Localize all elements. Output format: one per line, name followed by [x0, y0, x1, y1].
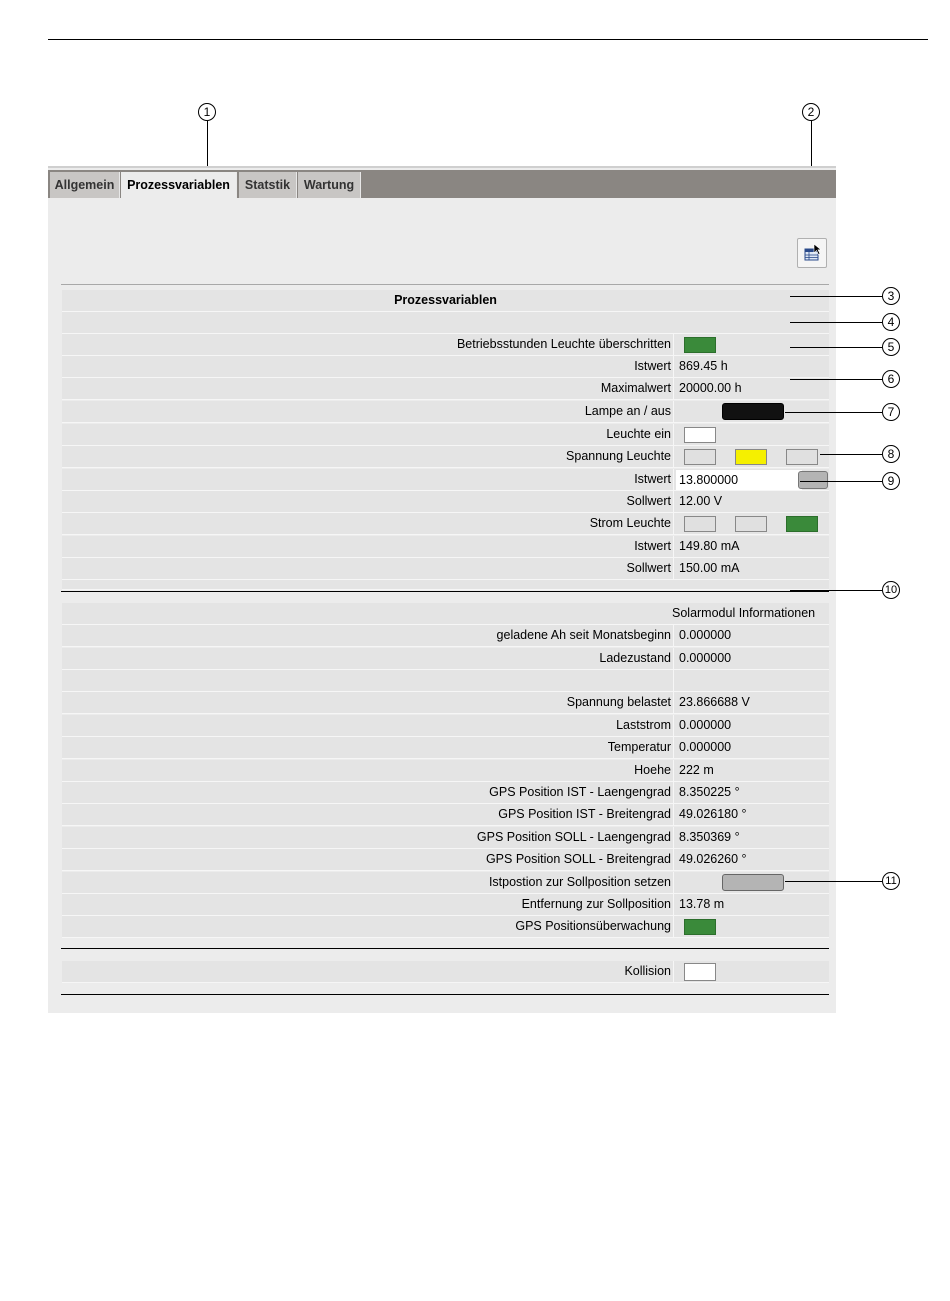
- row-strom: [62, 513, 829, 535]
- solar-row-label: Hoehe: [634, 763, 671, 777]
- panel-separator: [61, 284, 829, 285]
- row-divider: [673, 513, 674, 534]
- row-divider: [673, 558, 674, 579]
- callout-4: 4: [882, 313, 900, 331]
- maximalwert-label: Maximalwert: [600, 381, 671, 395]
- export-button[interactable]: [797, 238, 827, 268]
- solar-row-label: GPS Positionsüberwachung: [515, 919, 671, 933]
- row-maximalwert: [62, 378, 829, 400]
- solar-row-value: 49.026260 °: [679, 852, 747, 866]
- spannung-indicator-mid: [735, 449, 767, 465]
- row-sollwert-voltage: [62, 491, 829, 513]
- table-export-icon: [798, 239, 826, 267]
- row-divider: [673, 872, 674, 893]
- solar-row: [62, 737, 829, 759]
- solar-title-row: [62, 603, 829, 625]
- solar-row-label: GPS Position IST - Breitengrad: [498, 807, 671, 821]
- row-divider: [673, 894, 674, 915]
- spannung-indicator-high: [786, 449, 818, 465]
- callout-8: 8: [882, 445, 900, 463]
- solar-row-value: 23.866688 V: [679, 695, 750, 709]
- row-divider: [673, 648, 674, 669]
- row-divider: [673, 536, 674, 557]
- row-divider: [673, 670, 674, 691]
- strom-indicator-mid: [735, 516, 767, 532]
- lampe-toggle-button[interactable]: [722, 403, 784, 420]
- solar-row-label: Entfernung zur Sollposition: [521, 897, 671, 911]
- spannung-indicator-low: [684, 449, 716, 465]
- solar-row: [62, 648, 829, 670]
- tab-statistik[interactable]: Statstik: [239, 172, 297, 198]
- callout-5-leader: [790, 347, 882, 348]
- solar-row-value: 8.350369 °: [679, 830, 740, 844]
- kollision-label: Kollision: [624, 964, 671, 978]
- row-divider: [673, 961, 674, 982]
- solar-row-value: 0.000000: [679, 628, 732, 642]
- solar-row: [62, 804, 829, 826]
- row-istwert-voltage: [62, 469, 829, 491]
- maximalwert-value: 20000.00 h: [679, 381, 742, 395]
- row-divider: [673, 446, 674, 467]
- row-divider: [673, 760, 674, 781]
- row-divider: [673, 916, 674, 937]
- row-sollwert-current: [62, 558, 829, 580]
- callout-6: 6: [882, 370, 900, 388]
- tab-allgemein[interactable]: Allgemein: [50, 172, 120, 198]
- solar-row-label: geladene Ah seit Monatsbeginn: [496, 628, 671, 642]
- callout-7: 7: [882, 403, 900, 421]
- row-divider: [673, 356, 674, 377]
- row-divider: [673, 737, 674, 758]
- tab-prozessvariablen[interactable]: Prozessvariablen: [121, 172, 237, 198]
- istwert-current-value: 149.80 mA: [679, 539, 740, 553]
- row-lampe: [62, 401, 829, 423]
- istwert-voltage-field[interactable]: 13.800000: [676, 470, 802, 490]
- solar-row: [62, 916, 829, 938]
- row-leuchte-ein: [62, 424, 829, 446]
- solar-row-label: Temperatur: [607, 740, 671, 754]
- row-divider: [673, 378, 674, 399]
- spacer-row: [62, 580, 829, 590]
- solar-row-value: 0.000000: [679, 718, 732, 732]
- callout-5: 5: [882, 338, 900, 356]
- empty-row: [62, 312, 829, 334]
- solar-row: [62, 760, 829, 782]
- solar-row: [62, 894, 829, 916]
- solar-title: Solarmodul Informationen: [672, 606, 816, 620]
- solar-row: [62, 849, 829, 871]
- section-divider-2: [61, 948, 829, 949]
- leuchte-ein-label: Leuchte ein: [606, 427, 671, 441]
- callout-7-leader: [785, 412, 882, 413]
- row-divider: [673, 715, 674, 736]
- solar-row-value: 13.78 m: [679, 897, 725, 911]
- row-divider: [673, 849, 674, 870]
- sollwert-current-value: 150.00 mA: [679, 561, 740, 575]
- section-divider-1: [61, 591, 829, 592]
- solar-row-label: Istpostion zur Sollposition setzen: [488, 875, 671, 889]
- row-divider: [673, 491, 674, 512]
- leuchte-ein-indicator: [684, 427, 716, 443]
- kollision-indicator: [684, 963, 716, 981]
- solar-row: [62, 670, 829, 692]
- callout-9: 9: [882, 472, 900, 490]
- row-istwert-hours: [62, 356, 829, 378]
- row-divider: [673, 469, 674, 490]
- row-divider: [673, 804, 674, 825]
- spannung-label: Spannung Leuchte: [566, 449, 671, 463]
- strom-label: Strom Leuchte: [589, 516, 671, 530]
- gps-monitoring-indicator: [684, 919, 716, 935]
- istwert-hours-label: Istwert: [634, 359, 671, 373]
- callout-8-leader: [820, 454, 882, 455]
- callout-1: 1: [198, 103, 216, 121]
- solar-row-label: Laststrom: [616, 718, 671, 732]
- istwert-current-label: Istwert: [634, 539, 671, 553]
- callout-3: 3: [882, 287, 900, 305]
- callout-11-leader: [785, 881, 882, 882]
- row-divider: [673, 334, 674, 355]
- section-title: Prozessvariablen: [394, 293, 497, 307]
- sollwert-voltage-value: 12.00 V: [679, 494, 723, 508]
- section-title-row: [62, 290, 829, 312]
- istwert-voltage-label: Istwert: [634, 472, 671, 486]
- row-divider: [673, 424, 674, 445]
- strom-indicator-low: [684, 516, 716, 532]
- strom-indicator-high: [786, 516, 818, 532]
- set-sollposition-button[interactable]: [722, 874, 784, 891]
- callout-11: 11: [882, 872, 900, 890]
- row-divider: [673, 401, 674, 422]
- page-top-rule: [48, 39, 928, 40]
- row-divider: [673, 692, 674, 713]
- callout-2: 2: [802, 103, 820, 121]
- solar-row: [62, 692, 829, 714]
- row-istwert-current: [62, 536, 829, 558]
- row-kollision: [62, 961, 829, 983]
- betriebsstunden-label: Betriebsstunden Leuchte überschritten: [456, 337, 671, 351]
- row-divider: [673, 625, 674, 646]
- solar-row: [62, 827, 829, 849]
- solar-row: [62, 782, 829, 804]
- callout-3-leader: [790, 296, 882, 297]
- lampe-label: Lampe an / aus: [584, 404, 671, 418]
- solar-row-label: Ladezustand: [599, 651, 671, 665]
- sollwert-voltage-label: Sollwert: [626, 494, 671, 508]
- betriebsstunden-indicator: [684, 337, 716, 353]
- row-spannung: [62, 446, 829, 468]
- istwert-voltage-button[interactable]: [798, 471, 828, 489]
- callout-6-leader: [790, 379, 882, 380]
- solar-row-label: GPS Position SOLL - Laengengrad: [476, 830, 671, 844]
- solar-row: [62, 625, 829, 647]
- solar-row-value: 222 m: [679, 763, 714, 777]
- solar-row-value: 0.000000: [679, 740, 732, 754]
- solar-row-label: GPS Position IST - Laengengrad: [489, 785, 671, 799]
- solar-row-value: 49.026180 °: [679, 807, 747, 821]
- solar-row-value: 8.350225 °: [679, 785, 740, 799]
- solar-row-label: GPS Position SOLL - Breitengrad: [485, 852, 671, 866]
- callout-9-leader: [800, 481, 882, 482]
- callout-10-leader: [790, 590, 882, 591]
- solar-row: [62, 872, 829, 894]
- callout-4-leader: [790, 322, 882, 323]
- row-divider: [673, 782, 674, 803]
- row-betriebsstunden: [62, 334, 829, 356]
- tab-wartung[interactable]: Wartung: [298, 172, 361, 198]
- solar-row-label: Spannung belastet: [566, 695, 671, 709]
- istwert-hours-value: 869.45 h: [679, 359, 728, 373]
- solar-row-value: 0.000000: [679, 651, 732, 665]
- sollwert-current-label: Sollwert: [626, 561, 671, 575]
- solar-row: [62, 715, 829, 737]
- section-divider-3: [61, 994, 829, 995]
- callout-10: 10: [882, 581, 900, 599]
- row-divider: [673, 827, 674, 848]
